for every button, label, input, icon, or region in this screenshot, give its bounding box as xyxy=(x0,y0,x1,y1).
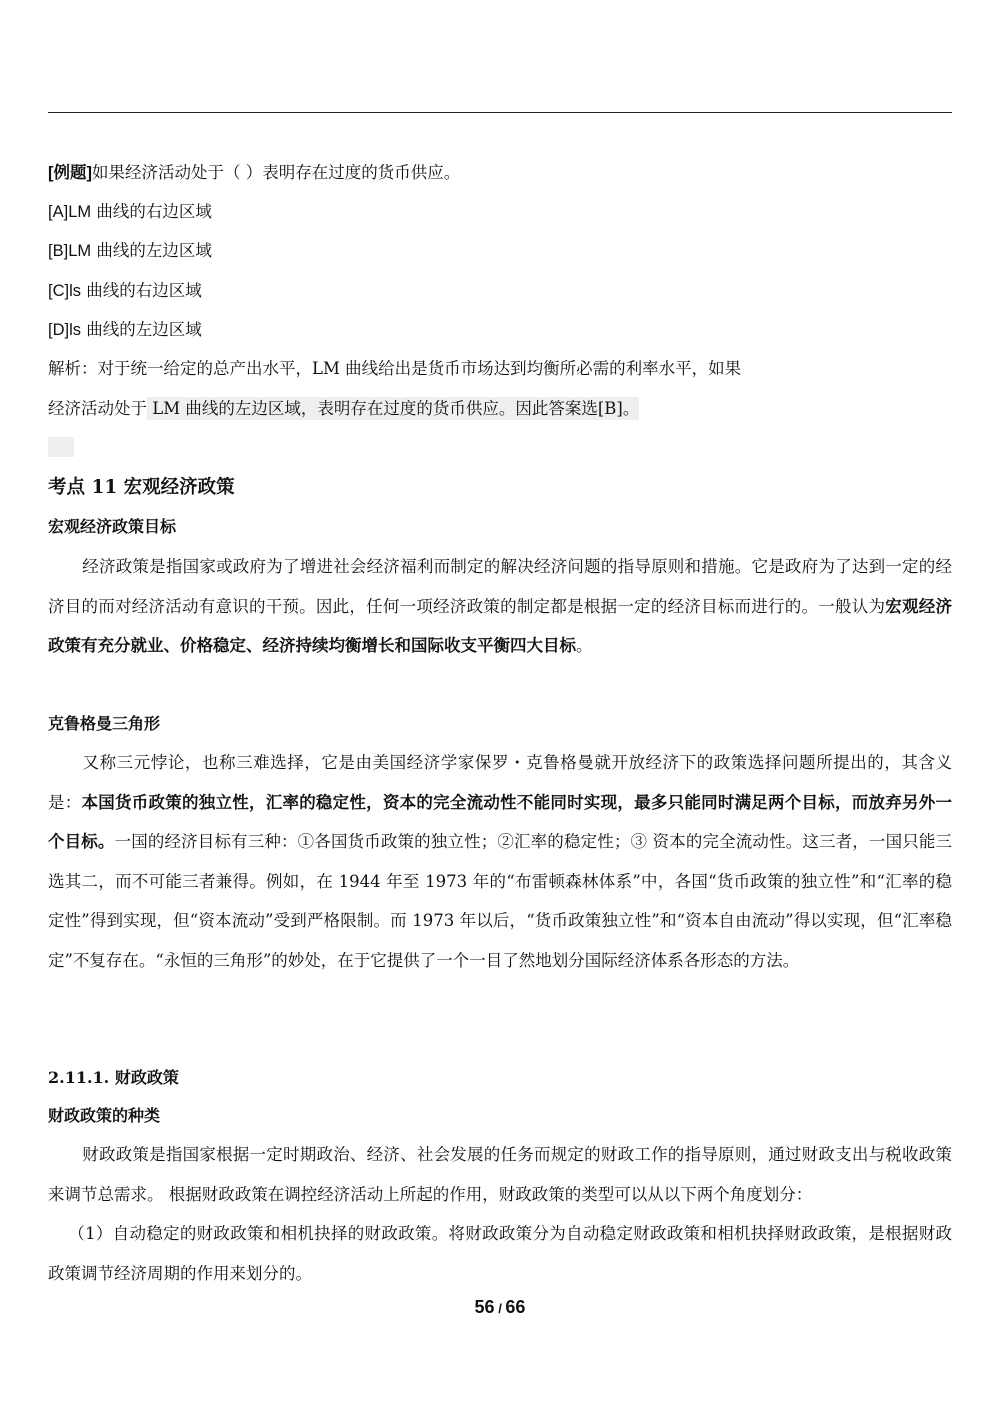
page-total: 66 xyxy=(505,1297,526,1317)
page-current: 56 xyxy=(474,1297,495,1317)
option-a-key: [A] xyxy=(48,203,69,221)
section-2111-paragraph-1 xyxy=(48,1135,952,1214)
header-rule xyxy=(48,112,952,113)
option-a xyxy=(48,200,212,224)
analysis-line-2-start: 经济活动处于 xyxy=(48,399,147,418)
option-b-key: [B] xyxy=(48,242,69,260)
option-c-text: 曲线的右边区域 xyxy=(81,281,202,300)
option-c xyxy=(48,279,202,303)
option-a-text: 曲线的右边区域 xyxy=(91,202,212,221)
option-b xyxy=(48,239,212,263)
p2-text-a: 又称三元悖论，也称三难选择，它是由美国经济学家保罗・克鲁格曼就开放经济下的政策选择问题所提出的，其含义是： xyxy=(48,753,952,812)
section-2111-subtitle: 财政政策的种类 xyxy=(48,1106,161,1125)
p2-bold: 本国货币政策的独立性，汇率的稳定性，资本的完全流动性不能同时实现，最多只能同时满足两个目标，而放弃另外一个目标。 xyxy=(48,792,953,851)
option-d xyxy=(48,318,202,342)
p1-text: 经济政策是指国家或政府为了增进社会经济福利而制定的解决经济问题的指导原则和措施。它是政府为了达到一定的经济目的而对经济活动有意识的干预。因此，任何一项经济政策的制定都是根据一定的经济目标而进行的。一般认为 xyxy=(48,557,952,616)
section-11-paragraph-1 xyxy=(48,547,952,666)
option-c-label: ls xyxy=(69,282,82,300)
option-c-key: [C] xyxy=(48,282,70,300)
p1-end: 。 xyxy=(576,636,593,655)
question-tag: [例题] xyxy=(48,164,92,182)
option-a-label: LM xyxy=(68,203,92,221)
analysis-highlight: LM 曲线的左边区域，表明存在过度的货币供应。因此答案选[B]。 xyxy=(147,399,640,418)
p1-bold: 宏观经济政策有充分就业、价格稳定、经济持续均衡增长和国际收支平衡四大目标 xyxy=(48,596,953,655)
page-number xyxy=(0,1297,1000,1318)
fiscal-p1: 财政政策是指国家根据一定时期政治、经济、社会发展的任务而规定的财政工作的指导原则，通过财政支出与税收政策来调节总需求。 根据财政政策在调控经济活动上所起的作用，财政政策的类型可以从以下两个角度划分： xyxy=(48,1145,952,1204)
fiscal-p2: （1）自动稳定的财政政策和相机抉择的财政政策。将财政政策分为自动稳定财政政策和相机抉择财政政策，是根据财政政策调节经济周期的作用来划分的。 xyxy=(48,1224,952,1283)
option-d-key: [D] xyxy=(48,321,70,339)
option-d-label: ls xyxy=(69,321,82,339)
analysis-line-1: 解析：对于统一给定的总产出水平，LM 曲线给出是货币市场达到均衡所必需的利率水平，如果 xyxy=(48,359,742,378)
section-11-subtitle-1: 宏观经济政策目标 xyxy=(48,517,177,536)
section-11-title: 考点 11 宏观经济政策 xyxy=(48,477,235,498)
gray-placeholder-box xyxy=(48,437,74,457)
section-2111-paragraph-2 xyxy=(48,1214,952,1293)
analysis-line-2 xyxy=(48,397,639,421)
p2-text-b: 一国的经济目标有三种：①各国货币政策的独立性；②汇率的稳定性；③ 资本的完全流动性。这三者，一国只能三选其二，而不可能三者兼得。例如，在 1944 年至 1973 年的“布雷顿森林体系”中，各国“货币政策的独立性”和“汇率的稳定性”得到实现，但“资本流动”受到严格限制。而 1973 年以后，“货币政策独立性”和“资本自由流动”得以实现，但“汇率稳定”不复存在。“永恒的三角形”的妙处，在于它提供了一个一目了然地划分国际经济体系各形态的方法。 xyxy=(48,832,952,970)
question-stem-line xyxy=(48,161,460,185)
option-b-text: 曲线的左边区域 xyxy=(91,241,212,260)
option-d-text: 曲线的左边区域 xyxy=(81,320,202,339)
option-b-label: LM xyxy=(68,242,92,260)
page-separator: / xyxy=(494,1301,506,1316)
section-11-subtitle-2: 克鲁格曼三角形 xyxy=(48,714,161,733)
section-11-paragraph-2 xyxy=(48,743,952,980)
section-2111-title: 2.11.1. 财政政策 xyxy=(48,1068,179,1087)
question-stem: 如果经济活动处于（ ）表明存在过度的货币供应。 xyxy=(92,163,461,182)
